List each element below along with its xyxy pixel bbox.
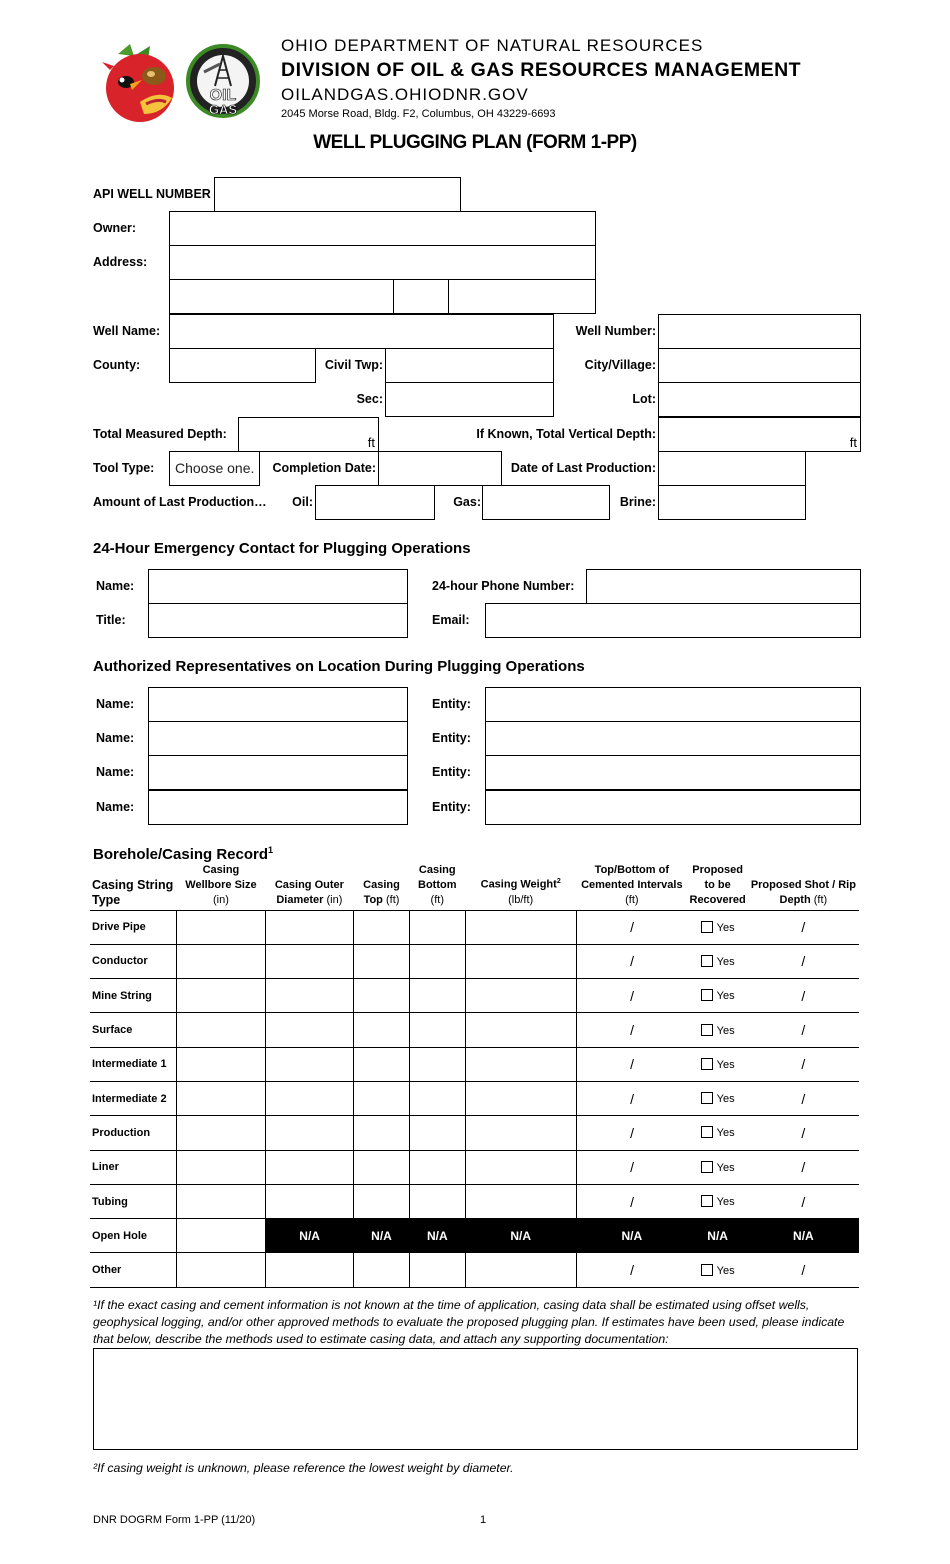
casing-type-label: Intermediate 2 bbox=[90, 1081, 177, 1115]
recovered-checkbox[interactable] bbox=[701, 1058, 713, 1070]
bottom-cell[interactable] bbox=[409, 1047, 465, 1081]
shot-depth-cell[interactable]: / bbox=[748, 1013, 859, 1047]
owner-label: Owner: bbox=[93, 221, 137, 235]
casing-type-label: Conductor bbox=[90, 944, 177, 978]
owner-field[interactable] bbox=[169, 211, 596, 246]
casing-row bbox=[90, 1081, 859, 1115]
address-label: Address: bbox=[93, 255, 148, 269]
form-id: DNR DOGRM Form 1-PP (11/20) bbox=[93, 1514, 256, 1526]
bottom-cell[interactable] bbox=[409, 979, 465, 1013]
total-measured-depth-field[interactable] bbox=[238, 417, 379, 452]
casing-row bbox=[90, 1184, 859, 1218]
yes-label: Yes bbox=[716, 1196, 735, 1209]
weight-cell[interactable] bbox=[465, 910, 576, 944]
casing-row bbox=[90, 910, 859, 944]
casing-type-label: Mine String bbox=[90, 979, 177, 1013]
tvd-field[interactable] bbox=[658, 417, 861, 452]
yes-label: Yes bbox=[716, 921, 735, 934]
top-cell[interactable] bbox=[354, 944, 410, 978]
casing-type-label: Other bbox=[90, 1253, 177, 1287]
yes-label: Yes bbox=[716, 955, 735, 968]
wellbore-size-cell[interactable] bbox=[177, 1013, 265, 1047]
top-cell[interactable] bbox=[354, 1150, 410, 1184]
last-production-date-field[interactable] bbox=[658, 451, 806, 486]
address-state-field[interactable] bbox=[393, 279, 449, 314]
outer-diameter-cell[interactable] bbox=[265, 1184, 353, 1218]
bottom-na-cell: N/A bbox=[409, 1219, 465, 1253]
col-bottom: Casing Bottom (ft) bbox=[418, 863, 457, 906]
rep-entity-label: Entity: bbox=[432, 731, 471, 745]
casing-row bbox=[90, 1253, 859, 1287]
gas-field[interactable] bbox=[482, 485, 610, 520]
recovered-checkbox[interactable] bbox=[701, 955, 713, 967]
weight-na-cell: N/A bbox=[465, 1219, 576, 1253]
shot-depth-cell[interactable]: / bbox=[748, 1150, 859, 1184]
outer-diameter-cell[interactable] bbox=[265, 979, 353, 1013]
shot-depth-cell[interactable]: / bbox=[748, 1184, 859, 1218]
emergency-phone-field[interactable] bbox=[586, 569, 861, 604]
shot-depth-cell[interactable]: / bbox=[748, 1116, 859, 1150]
cemented-interval-cell[interactable]: / bbox=[576, 1184, 687, 1218]
outer-diameter-cell[interactable] bbox=[265, 944, 353, 978]
tool-type-label: Tool Type: bbox=[93, 461, 155, 475]
casing-row bbox=[90, 1013, 859, 1047]
col-recovered: Proposed to be Recovered bbox=[689, 863, 746, 906]
yes-label: Yes bbox=[716, 1093, 735, 1106]
bottom-cell[interactable] bbox=[409, 1253, 465, 1287]
emergency-heading: 24-Hour Emergency Contact for Plugging Operations bbox=[93, 540, 471, 557]
col-cemented: Top/Bottom of Cemented Intervals (ft) bbox=[581, 863, 683, 906]
top-cell[interactable] bbox=[354, 1013, 410, 1047]
emergency-title-field[interactable] bbox=[148, 603, 408, 638]
page-title: WELL PLUGGING PLAN (FORM 1-PP) bbox=[313, 132, 637, 153]
cemented-interval-cell[interactable]: / bbox=[576, 1081, 687, 1115]
wellbore-size-cell[interactable] bbox=[177, 1184, 265, 1218]
col-outer-diameter: Casing Outer Diameter (in) bbox=[274, 878, 344, 906]
outer-diameter-na-cell: N/A bbox=[265, 1219, 353, 1253]
yes-label: Yes bbox=[716, 1024, 735, 1037]
casing-header-row bbox=[90, 862, 859, 910]
shot-depth-cell[interactable]: / bbox=[748, 910, 859, 944]
emergency-title-label: Title: bbox=[96, 613, 126, 627]
lot-label: Lot: bbox=[632, 392, 656, 406]
rep-entity-label: Entity: bbox=[432, 697, 471, 711]
recovered-checkbox[interactable] bbox=[701, 989, 713, 1001]
gas-label: Gas: bbox=[453, 495, 481, 509]
yes-label: Yes bbox=[716, 1127, 735, 1140]
recovered-cell[interactable] bbox=[688, 1184, 748, 1218]
emergency-name-field[interactable] bbox=[148, 569, 408, 604]
casing-type-label: Intermediate 1 bbox=[90, 1047, 177, 1081]
yes-label: Yes bbox=[716, 1264, 735, 1277]
casing-heading-text: Borehole/Casing Record bbox=[93, 846, 269, 863]
top-cell[interactable] bbox=[354, 1184, 410, 1218]
odnr-logo bbox=[100, 40, 182, 122]
recovered-cell[interactable] bbox=[688, 910, 748, 944]
outer-diameter-cell[interactable] bbox=[265, 1150, 353, 1184]
bottom-cell[interactable] bbox=[409, 944, 465, 978]
recovered-cell[interactable] bbox=[688, 1013, 748, 1047]
casing-row bbox=[90, 1047, 859, 1081]
weight-cell[interactable] bbox=[465, 1184, 576, 1218]
recovered-checkbox[interactable] bbox=[701, 1092, 713, 1104]
tvd-unit: ft bbox=[849, 435, 857, 450]
yes-label: Yes bbox=[716, 990, 735, 1003]
outer-diameter-cell[interactable] bbox=[265, 910, 353, 944]
shot-na-cell: N/A bbox=[748, 1219, 859, 1253]
logo-gas-text: GAS bbox=[208, 102, 238, 117]
outer-diameter-cell[interactable] bbox=[265, 1013, 353, 1047]
oil-field[interactable] bbox=[315, 485, 435, 520]
rep-entity-label: Entity: bbox=[432, 765, 471, 779]
rep-name-field-3[interactable] bbox=[148, 755, 408, 790]
rep-entity-field-4[interactable] bbox=[485, 790, 861, 825]
cemented-interval-cell[interactable]: / bbox=[576, 944, 687, 978]
col-wellbore-size: Casing Wellbore Size (in) bbox=[185, 863, 257, 906]
emergency-email-label: Email: bbox=[432, 613, 470, 627]
last-production-date-label: Date of Last Production: bbox=[510, 461, 656, 475]
well-number-field[interactable] bbox=[658, 314, 861, 349]
yes-label: Yes bbox=[716, 1058, 735, 1071]
recovered-cell[interactable] bbox=[688, 944, 748, 978]
page-number: 1 bbox=[480, 1514, 487, 1526]
oil-label: Oil: bbox=[292, 495, 313, 509]
wellbore-size-cell[interactable] bbox=[177, 1081, 265, 1115]
civil-twp-label: Civil Twp: bbox=[324, 358, 383, 372]
cemented-interval-cell[interactable]: / bbox=[576, 1116, 687, 1150]
casing-row bbox=[90, 1150, 859, 1184]
county-label: County: bbox=[93, 358, 141, 372]
rep-name-label: Name: bbox=[96, 800, 135, 814]
cemented-interval-cell[interactable]: / bbox=[576, 1047, 687, 1081]
logo-oil-text: OIL bbox=[209, 87, 237, 104]
bottom-cell[interactable] bbox=[409, 910, 465, 944]
bottom-cell[interactable] bbox=[409, 1081, 465, 1115]
recovered-cell[interactable] bbox=[688, 1081, 748, 1115]
casing-type-label: Tubing bbox=[90, 1184, 177, 1218]
weight-cell[interactable] bbox=[465, 1081, 576, 1115]
casing-heading bbox=[93, 845, 273, 863]
shot-depth-cell[interactable]: / bbox=[748, 1047, 859, 1081]
rep-name-label: Name: bbox=[96, 765, 135, 779]
top-na-cell: N/A bbox=[354, 1219, 410, 1253]
bottom-cell[interactable] bbox=[409, 1116, 465, 1150]
wellbore-size-cell[interactable] bbox=[177, 910, 265, 944]
weight-cell[interactable] bbox=[465, 1047, 576, 1081]
well-name-label: Well Name: bbox=[93, 324, 161, 338]
rep-entity-field-2[interactable] bbox=[485, 721, 861, 756]
tool-type-select[interactable]: Choose one. bbox=[169, 451, 260, 486]
cemented-interval-cell[interactable]: / bbox=[576, 979, 687, 1013]
representatives-heading: Authorized Representatives on Location During Plugging Operations bbox=[93, 658, 585, 675]
casing-table bbox=[90, 862, 859, 1288]
top-cell[interactable] bbox=[354, 979, 410, 1013]
cemented-interval-cell[interactable]: / bbox=[576, 1253, 687, 1287]
brine-label: Brine: bbox=[619, 495, 656, 509]
cardinal-buckeye-icon bbox=[100, 40, 182, 122]
bottom-cell[interactable] bbox=[409, 1184, 465, 1218]
sec-field[interactable] bbox=[385, 382, 554, 417]
recovered-cell[interactable] bbox=[688, 1253, 748, 1287]
recovered-checkbox[interactable] bbox=[701, 921, 713, 933]
recovered-checkbox[interactable] bbox=[701, 1126, 713, 1138]
amount-last-production-label: Amount of Last Production… bbox=[93, 495, 267, 509]
well-name-field[interactable] bbox=[169, 314, 554, 349]
recovered-cell[interactable] bbox=[688, 1047, 748, 1081]
emergency-name-label: Name: bbox=[96, 579, 135, 593]
oil-gas-logo bbox=[186, 42, 260, 120]
civil-twp-field[interactable] bbox=[385, 348, 554, 383]
api-label: API WELL NUMBER bbox=[93, 187, 211, 201]
casing-row bbox=[90, 944, 859, 978]
recovered-checkbox[interactable] bbox=[701, 1161, 713, 1173]
weight-cell[interactable] bbox=[465, 944, 576, 978]
header-address: 2045 Morse Road, Bldg. F2, Columbus, OH 43229-6693 bbox=[281, 108, 556, 120]
total-measured-depth-label: Total Measured Depth: bbox=[93, 427, 227, 441]
tmd-unit: ft bbox=[367, 435, 375, 450]
rep-entity-field-1[interactable] bbox=[485, 687, 861, 722]
weight-cell[interactable] bbox=[465, 1253, 576, 1287]
casing-heading-sup: 1 bbox=[268, 845, 274, 855]
casing-type-label: Drive Pipe bbox=[90, 910, 177, 944]
address-line1-field[interactable] bbox=[169, 245, 596, 280]
weight-cell[interactable] bbox=[465, 979, 576, 1013]
recovered-checkbox[interactable] bbox=[701, 1264, 713, 1276]
top-cell[interactable] bbox=[354, 910, 410, 944]
rep-name-label: Name: bbox=[96, 731, 135, 745]
outer-diameter-cell[interactable] bbox=[265, 1116, 353, 1150]
rep-entity-field-3[interactable] bbox=[485, 755, 861, 790]
col-type: Casing String Type bbox=[92, 877, 174, 907]
yes-label: Yes bbox=[716, 1161, 735, 1174]
rep-name-label: Name: bbox=[96, 697, 135, 711]
footnote-2: ²If casing weight is unknown, please reference the lowest weight by diameter. bbox=[93, 1461, 514, 1475]
cemented-interval-cell[interactable]: / bbox=[576, 910, 687, 944]
address-city-field[interactable] bbox=[169, 279, 394, 314]
header-dept: OHIO DEPARTMENT OF NATURAL RESOURCES bbox=[281, 36, 704, 55]
casing-row bbox=[90, 979, 859, 1013]
recovered-cell[interactable] bbox=[688, 1116, 748, 1150]
outer-diameter-cell[interactable] bbox=[265, 1047, 353, 1081]
tvd-label: If Known, Total Vertical Depth: bbox=[476, 427, 656, 441]
casing-row bbox=[90, 1219, 859, 1253]
footnote-1: ¹If the exact casing and cement information is not known at the time of application, casing data shall be estimated using offset wells, geophysical logging, and/or other approved methods to evaluate the proposed plugging plan. If estimates have been used, please indicate that below, describe the methods used to estimate casing data, and attach any supporting documentation: bbox=[93, 1298, 845, 1346]
top-cell[interactable] bbox=[354, 1047, 410, 1081]
header-division: DIVISION OF OIL & GAS RESOURCES MANAGEMENT bbox=[281, 59, 802, 81]
recovered-checkbox[interactable] bbox=[701, 1024, 713, 1036]
cemented-interval-cell[interactable]: / bbox=[576, 1013, 687, 1047]
brine-field[interactable] bbox=[658, 485, 806, 520]
api-well-number-field[interactable] bbox=[214, 177, 461, 212]
wellbore-size-cell[interactable] bbox=[177, 944, 265, 978]
lot-field[interactable] bbox=[658, 382, 861, 417]
address-zip-field[interactable] bbox=[448, 279, 596, 314]
top-cell[interactable] bbox=[354, 1081, 410, 1115]
weight-cell[interactable] bbox=[465, 1116, 576, 1150]
emergency-phone-label: 24-hour Phone Number: bbox=[432, 579, 575, 593]
recovered-checkbox[interactable] bbox=[701, 1195, 713, 1207]
col-top: Casing Top (ft) bbox=[363, 878, 400, 906]
completion-date-field[interactable] bbox=[378, 451, 502, 486]
recovered-cell[interactable] bbox=[688, 1150, 748, 1184]
estimate-methods-textarea[interactable] bbox=[93, 1348, 858, 1450]
casing-type-label: Liner bbox=[90, 1150, 177, 1184]
casing-row bbox=[90, 1116, 859, 1150]
city-village-label: City/Village: bbox=[584, 358, 656, 372]
rep-name-field-2[interactable] bbox=[148, 721, 408, 756]
well-number-label: Well Number: bbox=[575, 324, 656, 338]
casing-type-label: Production bbox=[90, 1116, 177, 1150]
rep-name-field-4[interactable] bbox=[148, 790, 408, 825]
wellbore-size-cell[interactable] bbox=[177, 979, 265, 1013]
casing-type-label: Open Hole bbox=[90, 1219, 177, 1253]
outer-diameter-cell[interactable] bbox=[265, 1253, 353, 1287]
city-village-field[interactable] bbox=[658, 348, 861, 383]
outer-diameter-cell[interactable] bbox=[265, 1081, 353, 1115]
oil-derrick-icon bbox=[186, 42, 260, 120]
weight-cell[interactable] bbox=[465, 1150, 576, 1184]
completion-date-label: Completion Date: bbox=[272, 461, 376, 475]
top-cell[interactable] bbox=[354, 1253, 410, 1287]
shot-depth-cell[interactable]: / bbox=[748, 979, 859, 1013]
col-shot: Proposed Shot / Rip Depth (ft) bbox=[750, 878, 856, 906]
recovered-cell[interactable] bbox=[688, 979, 748, 1013]
emergency-email-field[interactable] bbox=[485, 603, 861, 638]
rep-entity-label: Entity: bbox=[432, 800, 471, 814]
recovered-na-cell: N/A bbox=[688, 1219, 748, 1253]
shot-depth-cell[interactable]: / bbox=[748, 944, 859, 978]
header-website: OILANDGAS.OHIODNR.GOV bbox=[281, 85, 529, 104]
wellbore-size-cell[interactable] bbox=[177, 1219, 265, 1253]
bottom-cell[interactable] bbox=[409, 1013, 465, 1047]
weight-cell[interactable] bbox=[465, 1013, 576, 1047]
wellbore-size-cell[interactable] bbox=[177, 1150, 265, 1184]
wellbore-size-cell[interactable] bbox=[177, 1253, 265, 1287]
sec-label: Sec: bbox=[356, 392, 383, 406]
shot-depth-cell[interactable]: / bbox=[748, 1081, 859, 1115]
top-cell[interactable] bbox=[354, 1116, 410, 1150]
county-field[interactable] bbox=[169, 348, 316, 383]
casing-type-label: Surface bbox=[90, 1013, 177, 1047]
wellbore-size-cell[interactable] bbox=[177, 1047, 265, 1081]
col-weight: Casing Weight$^2$ (lb/ft) bbox=[480, 877, 561, 906]
shot-depth-cell[interactable]: / bbox=[748, 1253, 859, 1287]
wellbore-size-cell[interactable] bbox=[177, 1116, 265, 1150]
cemented-interval-cell[interactable]: / bbox=[576, 1150, 687, 1184]
cemented-na-cell: N/A bbox=[576, 1219, 687, 1253]
rep-name-field-1[interactable] bbox=[148, 687, 408, 722]
bottom-cell[interactable] bbox=[409, 1150, 465, 1184]
